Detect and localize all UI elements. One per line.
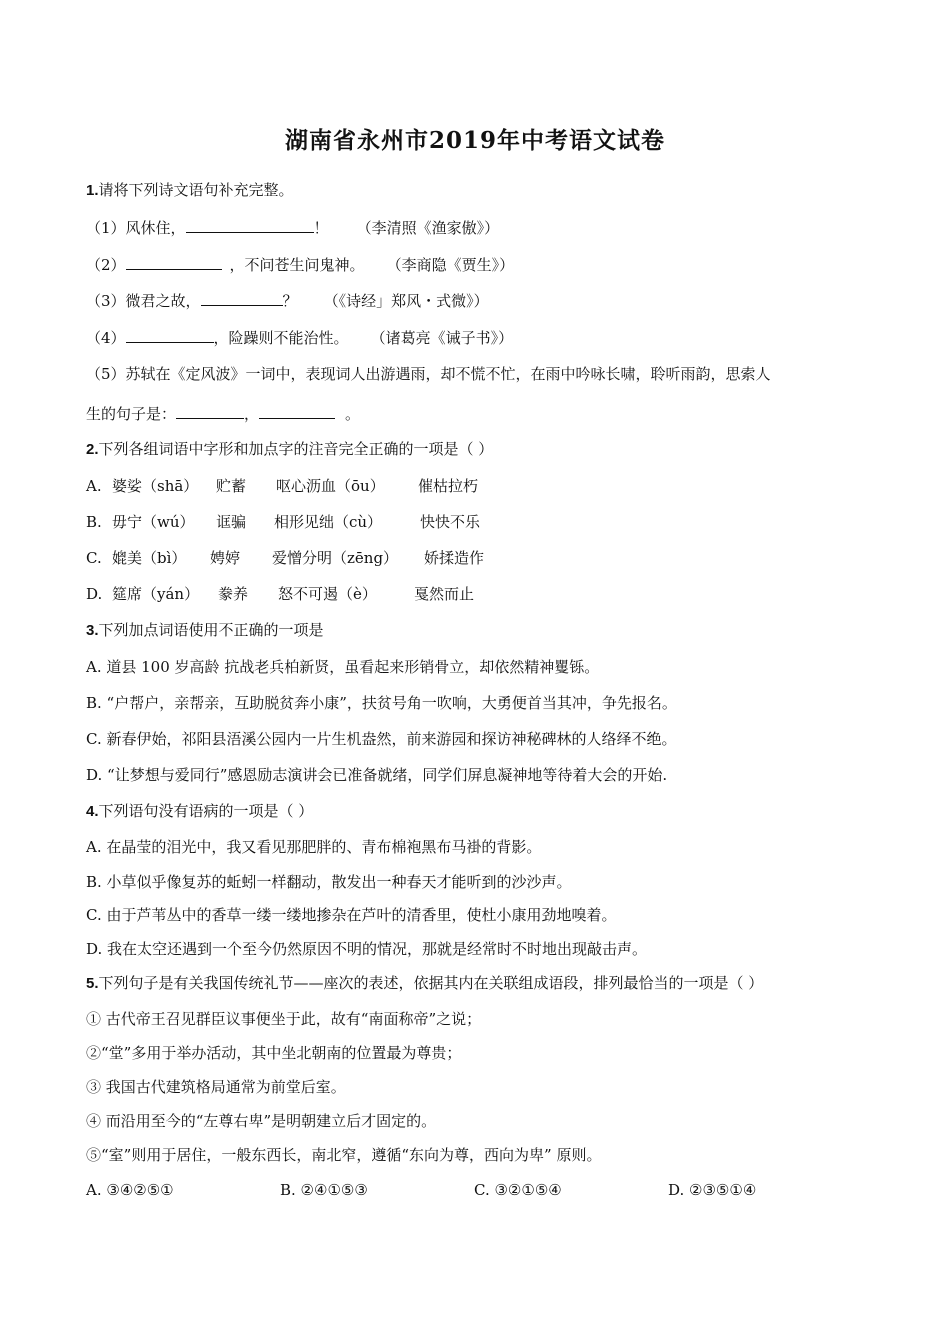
- item-text: （3）微君之故，: [86, 292, 201, 310]
- answer-blank[interactable]: [259, 403, 335, 419]
- item-text: ，险躁则不能治性。: [213, 329, 349, 347]
- option-word: 相形见绌（cù）: [274, 513, 383, 531]
- option-word: 媲美（bì）: [112, 549, 187, 567]
- q5-sentence-3: ③ 我国古代建筑格局通常为前堂后室。: [86, 1078, 346, 1096]
- item-text: （5）苏轼在《定风波》一词中，表现词人出游遇雨，却不慌不忙，在雨中吟咏长啸，聆听雨韵，思索人: [86, 365, 771, 383]
- q1-item-4: [86, 327, 513, 348]
- option-word: 戛然而止: [414, 585, 475, 603]
- item-source: （诸葛亮《诫子书》）: [370, 329, 514, 347]
- item-source: （李商隐《贾生》）: [386, 256, 515, 274]
- option-label: D.: [86, 585, 103, 603]
- q1-item-3: [86, 290, 489, 311]
- item-text: 。: [345, 405, 361, 423]
- q4-option-d[interactable]: D. 我在太空还遇到一个至今仍然原因不明的情况，那就是经常时不时地出现敲击声。: [86, 940, 648, 958]
- q5-sentence-2: ②“堂”多用于举办活动，其中坐北朝南的位置最为尊贵；: [86, 1044, 462, 1062]
- option-word: 快快不乐: [420, 513, 481, 531]
- item-text: 生的句子是：: [86, 405, 177, 423]
- item-source: （《诗经」郑风・式微》）: [323, 292, 489, 310]
- answer-blank[interactable]: [126, 254, 222, 270]
- option-label: A.: [86, 477, 102, 495]
- q3-option-d[interactable]: D. “让梦想与爱同行”感恩励志演讲会已准备就绪，同学们屏息凝神地等待着大会的开始.: [86, 766, 668, 784]
- question-1-stem: [86, 180, 294, 201]
- item-text: （2）: [86, 256, 126, 274]
- q1-item-2: [86, 254, 514, 275]
- q2-option-c[interactable]: [86, 548, 484, 568]
- q5-option-c[interactable]: C. ③②①⑤④: [474, 1181, 562, 1199]
- q5-sentence-1: ① 古代帝王召见群臣议事便坐于此，故有“南面称帝”之说；: [86, 1010, 482, 1028]
- option-word: 怒不可遏（è）: [278, 585, 377, 603]
- q1-item-1: [86, 217, 499, 238]
- q5-sentence-4: ④ 而沿用至今的“左尊右卑”是明朝建立后才固定的。: [86, 1112, 437, 1130]
- option-word: 娇揉造作: [424, 549, 485, 567]
- question-4-stem: [86, 801, 313, 822]
- question-text: 请将下列诗文语句补充完整。: [98, 181, 294, 199]
- item-source: （李清照《渔家傲》）: [356, 219, 500, 237]
- option-word: 诓骗: [216, 513, 247, 531]
- option-word: 娉婷: [210, 549, 241, 567]
- q3-option-b[interactable]: B. “户帮户，亲帮亲，互助脱贫奔小康”，扶贫号角一吹响，大勇便首当其冲，争先报名。: [86, 694, 677, 712]
- item-text: ，: [244, 405, 260, 423]
- q4-option-a[interactable]: A. 在晶莹的泪光中，我又看见那肥胖的、青布棉袍黑布马褂的背影。: [86, 838, 542, 856]
- option-word: 豢养: [218, 585, 249, 603]
- question-number: 2.: [86, 441, 99, 458]
- item-text: ！: [313, 219, 329, 237]
- option-word: 催枯拉朽: [418, 477, 479, 495]
- question-text: 下列各组词语中字形和加点字的注音完全正确的一项是（ ）: [98, 440, 494, 458]
- option-word: 贮蓄: [216, 477, 247, 495]
- option-label: C.: [86, 549, 102, 567]
- page-title: 湖南省永州市2019年中考语文试卷: [284, 127, 665, 154]
- q5-options: [86, 1180, 756, 1200]
- item-text: ，不问苍生问鬼神。: [229, 256, 365, 274]
- q5-sentence-5: ⑤“室”则用于居住，一般东西长，南北窄，遵循“东向为尊，西向为卑” 原则。: [86, 1146, 602, 1164]
- q2-option-d[interactable]: [86, 584, 474, 604]
- answer-blank[interactable]: [176, 403, 244, 419]
- question-2-stem: [86, 439, 493, 460]
- answer-blank[interactable]: [126, 327, 214, 343]
- q5-option-b[interactable]: B. ②④①⑤③: [280, 1181, 368, 1199]
- answer-blank[interactable]: [201, 290, 283, 306]
- q3-option-a[interactable]: A. 道县 100 岁高龄 抗战老兵柏新贤，虽看起来形销骨立，却依然精神矍铄。: [86, 658, 600, 676]
- q4-option-b[interactable]: B. 小草似乎像复苏的蚯蚓一样翻动，散发出一种春天才能听到的沙沙声。: [86, 873, 572, 891]
- q2-option-b[interactable]: [86, 512, 480, 532]
- option-label: B.: [86, 513, 102, 531]
- q2-option-a[interactable]: [86, 476, 478, 496]
- question-3-stem: [86, 620, 324, 641]
- q5-option-d[interactable]: D. ②③⑤①④: [668, 1181, 757, 1199]
- option-word: 婆娑（shā）: [112, 477, 199, 495]
- question-5-stem: [86, 973, 763, 994]
- answer-blank[interactable]: [186, 217, 314, 233]
- item-text: ？: [282, 292, 298, 310]
- q3-option-c[interactable]: C. 新春伊始，祁阳县浯溪公园内一片生机盎然，前来游园和探访神秘碑林的人络绎不绝。: [86, 730, 677, 748]
- question-text: 下列语句没有语病的一项是（ ）: [98, 802, 314, 820]
- q1-item-5: [86, 364, 771, 384]
- option-word: 呕心沥血（ōu）: [276, 477, 385, 495]
- question-number: 5.: [86, 975, 99, 992]
- question-number: 1.: [86, 182, 99, 199]
- question-number: 4.: [86, 803, 99, 820]
- option-word: 毋宁（wú）: [112, 513, 195, 531]
- q1-item-5-cont: [86, 403, 360, 424]
- q4-option-c[interactable]: C. 由于芦苇丛中的香草一缕一缕地掺杂在芦叶的清香里，使杜小康用劲地嗅着。: [86, 906, 617, 924]
- question-text: 下列加点词语使用不正确的一项是: [98, 621, 324, 639]
- option-word: 筵席（yán）: [112, 585, 200, 603]
- item-text: （1）风休住，: [86, 219, 186, 237]
- option-word: 爱憎分明（zēng）: [272, 549, 399, 567]
- question-text: 下列句子是有关我国传统礼节——座次的表述，依据其内在关联组成语段，排列最恰当的一项是（ ）: [98, 974, 764, 992]
- question-number: 3.: [86, 622, 99, 639]
- q5-option-a[interactable]: A. ③④②⑤①: [86, 1181, 174, 1199]
- item-text: （4）: [86, 329, 126, 347]
